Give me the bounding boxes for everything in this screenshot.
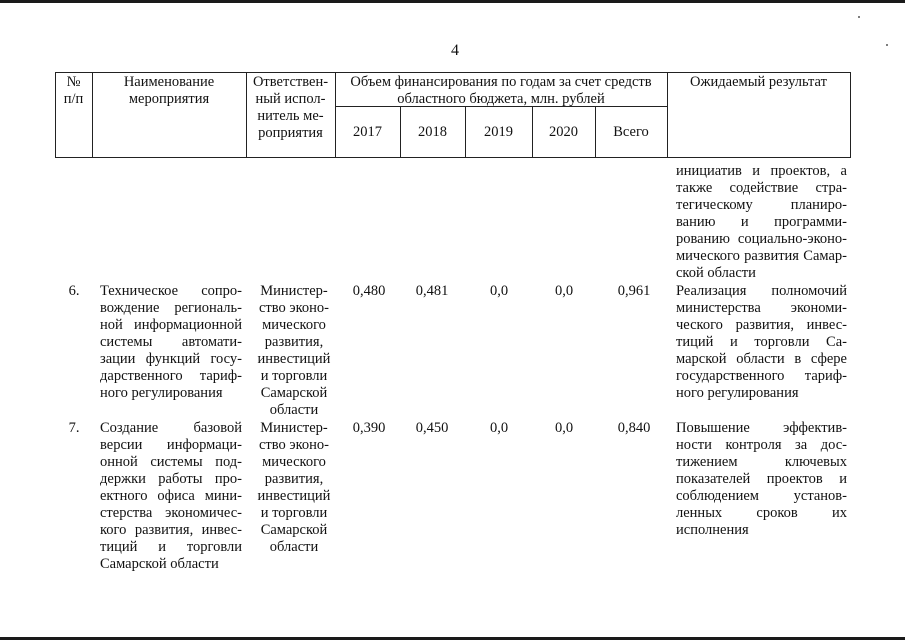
row-6-result: Реализация полномочий министерства экономи- ческого развития, инвес- тиций и торговли Са- марской области в сфере государственного тариф- ного регулирования <box>676 283 847 401</box>
page-number: 4 <box>451 42 459 59</box>
header-name: Наименование мероприятия <box>123 74 215 107</box>
header-financing: Объем финансирования по годам за счет средств областного бюджета, млн. рублей <box>350 74 652 107</box>
row-7-result: Повышение эффектив- ности контроля за дос- тижением ключевых показателей проектов и соблюдением установ- ленных сроков их исполнения <box>676 420 847 538</box>
header-year-2020: 2020 <box>549 124 578 140</box>
row-7-value-2017: 0,390 <box>352 420 386 436</box>
header-bottom-line <box>55 157 851 158</box>
row-7-name: Создание базовой версии информаци- онной системы под- держки работы про- ектного офиса мини- стерства экономичес- кого развития, инвес- тиций и торговли Самарской области <box>100 420 242 572</box>
header-year-2018: 2018 <box>418 124 447 140</box>
row-6-number: 6. <box>68 283 80 299</box>
header-responsible: Ответствен- ный испол- нитель ме- роприятия <box>252 74 329 141</box>
row-6-value-2020: 0,0 <box>554 283 574 299</box>
row-7-number: 7. <box>68 420 80 436</box>
row-6-value-2018: 0,481 <box>415 283 449 299</box>
row-6-name: Техническое сопро- вождение региональ- ной информационной системы автомати- зации функций госу- дарственного тариф- ного регулирования <box>100 283 242 401</box>
table-header <box>55 72 851 158</box>
row-6-value-2017: 0,480 <box>352 283 386 299</box>
scan-speck <box>886 44 888 46</box>
grid-line <box>850 72 851 158</box>
row-6-value-2019: 0,0 <box>489 283 509 299</box>
scan-speck <box>858 16 860 18</box>
row-6-responsible: Министер- ство эконо- мического развития, инвестиций и торговли Самарской области <box>257 283 331 418</box>
result-continuation: инициатив и проектов, а также содействие стра- тегическому планиро- ванию и программи- рованию социально-эконо- мического развития Самар- ской области <box>676 163 847 281</box>
row-7-value-2020: 0,0 <box>554 420 574 436</box>
header-year-2017: 2017 <box>353 124 382 140</box>
row-7-value-total: 0,840 <box>617 420 651 436</box>
row-7-value-2018: 0,450 <box>415 420 449 436</box>
header-top-line <box>55 72 851 73</box>
header-year-2019: 2019 <box>484 124 513 140</box>
header-num: № п/п <box>63 74 84 107</box>
row-6-value-total: 0,961 <box>617 283 651 299</box>
row-7-responsible: Министер- ство эконо- мического развития, инвестиций и торговли Самарской области <box>257 420 331 555</box>
header-total: Всего <box>613 124 649 140</box>
header-result: Ожидаемый результат <box>690 74 827 90</box>
page-top-border <box>0 0 905 3</box>
row-7-value-2019: 0,0 <box>489 420 509 436</box>
